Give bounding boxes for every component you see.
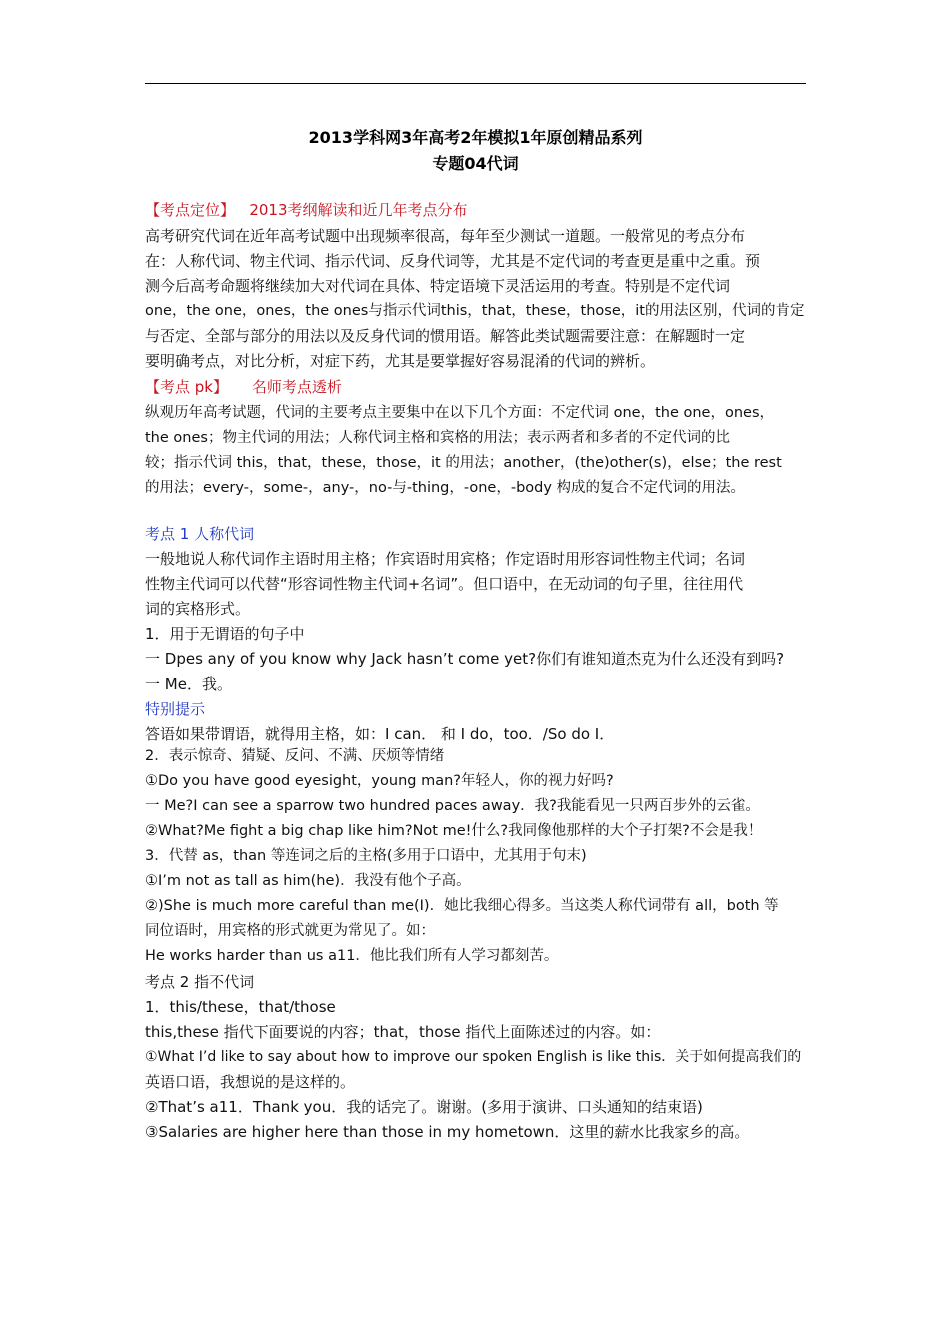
paragraph-line: 词的宾格形式。 [145, 600, 251, 618]
paragraph-line: one，the one，ones，the ones与指示代词this，that，these，those，it的用法区别，代词的肯定 [145, 303, 805, 319]
paragraph-line: 与否定、全部与部分的用法以及反身代词的惯用语。解答此类试题需要注意：在解题时一定 [145, 327, 746, 345]
paragraph-line: 答语如果带谓语，就得用主格，如：I can． 和 I do，too．/So do I． [145, 725, 615, 743]
paragraph-line: 要明确考点，对比分析，对症下药，尤其是要掌握好容易混淆的代词的辨析。 [145, 352, 656, 370]
paragraph-line: ①I’m not as tall as him(he)．我没有他个子高。 [145, 873, 471, 889]
section-position-label: 【考点定位】 [145, 201, 236, 219]
section-pk-label: 【考点 pk】 [145, 378, 228, 396]
paragraph-line: ③Salaries are higher here than those in my hometown．这里的薪水比我家乡的高。 [145, 1123, 750, 1141]
paragraph-line: the ones；物主代词的用法；人称代词主格和宾格的用法；表示两者和多者的不定代词的比 [145, 430, 730, 446]
paragraph-line: 3．代替 as，than 等连词之后的主格(多用于口语中，尤其用于句末) [145, 848, 587, 864]
header-rule [145, 83, 806, 84]
paragraph-line: 测今后高考命题将继续加大对代词在具体、特定语境下灵活运用的考查。特别是不定代词 [145, 277, 731, 295]
paragraph-line: ②)She is much more careful than me(I)．她比我细心得多。当这类人称代词带有 all，both 等 [145, 898, 779, 914]
section-pk-subtitle: 名师考点透析 [251, 378, 342, 396]
paragraph-line: 性物主代词可以代替“形容词性物主代词+名词”。但口语中，在无动词的句子里，往往用代 [145, 575, 744, 593]
paragraph-line: 一 Me?I can see a sparrow two hundred paces away．我?我能看见一只两百步外的云雀。 [145, 798, 760, 814]
doc-subtitle: 专题04代词 [432, 154, 519, 173]
paragraph-line: He works harder than us a11．他比我们所有人学习都刻苦。 [145, 948, 559, 964]
paragraph-line: 一 Me．我。 [145, 675, 232, 693]
paragraph-line: ②What?Me fight a big chap like him?Not me!什么?我同像他那样的大个子打架?不会是我！ [145, 823, 763, 839]
paragraph-line: 同位语时，用宾格的形式就更为常见了。如： [145, 923, 435, 939]
section-position-subtitle: 2013考纲解读和近几年考点分布 [249, 201, 468, 219]
paragraph-line: 一 Dpes any of you know why Jack hasn’t come yet?你们有谁知道杰克为什么还没有到吗? [145, 650, 785, 668]
paragraph-line: 高考研究代词在近年高考试题中出现频率很高，每年至少测试一道题。一般常见的考点分布 [145, 227, 746, 245]
point1-heading: 考点 1 人称代词 [145, 525, 255, 543]
paragraph-line: ②That’s a11．Thank you．我的话完了。谢谢。(多用于演讲、口头通知的结束语) [145, 1098, 703, 1116]
paragraph-line: 较；指示代词 this，that，these，those，it 的用法；another，(the)other(s)，else；the rest [145, 455, 782, 471]
paragraph-line: 1．this/these，that/those [145, 998, 336, 1016]
tip-heading: 特别提示 [145, 700, 206, 718]
doc-title: 2013学科网3年高考2年模拟1年原创精品系列 [308, 128, 643, 147]
point2-heading: 考点 2 指不代词 [145, 973, 255, 991]
paragraph-line: 纵观历年高考试题，代词的主要考点主要集中在以下几个方面：不定代词 one，the one，ones， [145, 405, 775, 421]
paragraph-line: 在：人称代词、物主代词、指示代词、反身代词等，尤其是不定代词的考查更是重中之重。预 [145, 252, 761, 270]
section-pk-heading [145, 377, 810, 397]
paragraph-line: this,these 指代下面要说的内容；that，those 指代上面陈述过的内容。如： [145, 1023, 661, 1041]
section-position-heading [145, 200, 810, 220]
paragraph-line: ①What I’d like to say about how to improve our spoken English is like this．关于如何提高我们的 [145, 1049, 802, 1065]
paragraph-line: 一般地说人称代词作主语时用主格；作宾语时用宾格；作定语时用形容词性物主代词；名词 [145, 550, 746, 568]
paragraph-line: 2．表示惊奇、猜疑、反问、不满、厌烦等情绪 [145, 748, 445, 764]
paragraph-line: 英语口语，我想说的是这样的。 [145, 1073, 356, 1091]
paragraph-line: ①Do you have good eyesight，young man?年轻人，你的视力好吗? [145, 773, 614, 789]
paragraph-line: 1．用于无谓语的句子中 [145, 625, 305, 643]
paragraph-line: 的用法；every-，some-，any-，no-与-thing，-one，-body 构成的复合不定代词的用法。 [145, 480, 746, 496]
